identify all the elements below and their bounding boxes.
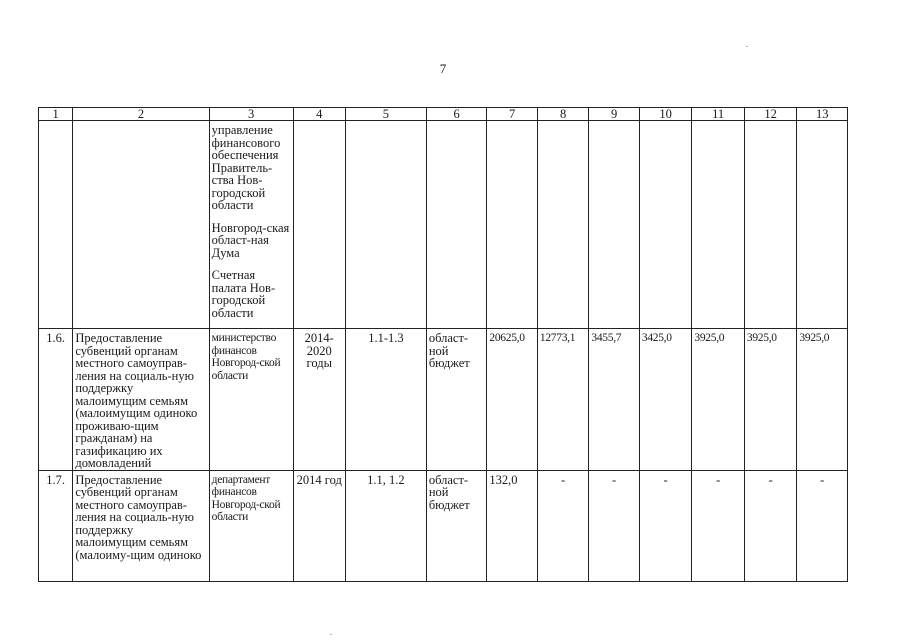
- funding-source-cell: област-ной бюджет: [426, 470, 487, 581]
- amount-cell: 12773,1: [537, 329, 589, 471]
- column-header: 2: [73, 108, 209, 121]
- target-indicator-cell: 1.1, 1.2: [346, 470, 427, 581]
- table-row: [39, 329, 848, 471]
- page-number: 7: [439, 61, 447, 76]
- scan-speck: [746, 46, 748, 47]
- executor-entry: Счетная палата Нов-городской области: [211, 268, 276, 320]
- measure-name-cell: Предоставление субвенций органам местного самоуправ-ления на социаль-ную поддержку малоимущим семьям (малоимущим одиноко проживаю-щим гражданам) на газификацию их домовладений: [73, 329, 209, 471]
- funding-source-cell: [426, 121, 487, 329]
- measure-name-cell: [73, 121, 209, 329]
- target-indicator-cell: 1.1-1.3: [346, 329, 427, 471]
- column-header: 9: [589, 108, 639, 121]
- column-header: 6: [426, 108, 487, 121]
- amount-cell: [797, 121, 848, 329]
- column-header: 12: [744, 108, 797, 121]
- table-row: [39, 470, 848, 581]
- period-cell: 2014-2020 годы: [293, 329, 346, 471]
- amount-cell: 132,0: [487, 470, 537, 581]
- amount-cell: 3455,7: [589, 329, 639, 471]
- amount-cell: [537, 121, 589, 329]
- column-header: 8: [537, 108, 589, 121]
- period-cell: 2014 год: [293, 470, 346, 581]
- amount-cell: [639, 121, 692, 329]
- amount-cell: -: [692, 470, 745, 581]
- column-header: 5: [346, 108, 427, 121]
- amount-cell: 3925,0: [797, 329, 848, 471]
- executor-entry: Новгород-ская област-ная Дума: [211, 220, 290, 260]
- target-indicator-cell: [346, 121, 427, 329]
- period-cell: [293, 121, 346, 329]
- measure-name-cell: Предоставление субвенций органам местного самоуправ-ления на социаль-ную поддержку малоимущим семьям (малоиму-щим одиноко: [73, 470, 209, 581]
- amount-cell: -: [639, 470, 692, 581]
- executor-entry: управление финансового обеспечения Правитель-ства Нов-городской области: [211, 123, 281, 212]
- amount-cell: [589, 121, 639, 329]
- amount-cell: 3925,0: [692, 329, 745, 471]
- item-number-cell: 1.6.: [39, 329, 73, 471]
- column-number-row: [39, 108, 848, 121]
- amount-cell: -: [589, 470, 639, 581]
- amount-cell: 3425,0: [639, 329, 692, 471]
- item-number-cell: 1.7.: [39, 470, 73, 581]
- amount-cell: [692, 121, 745, 329]
- column-header: 10: [639, 108, 692, 121]
- amount-cell: [487, 121, 537, 329]
- program-measures-table: [38, 107, 848, 582]
- scan-speck: [330, 634, 332, 635]
- executor-cell: департамент финансов Новгород-ской области: [209, 470, 293, 581]
- amount-cell: 20625,0: [487, 329, 537, 471]
- executor-cell: [209, 121, 293, 329]
- amount-cell: -: [537, 470, 589, 581]
- column-header: 7: [487, 108, 537, 121]
- funding-source-cell: област-ной бюджет: [426, 329, 487, 471]
- amount-cell: 3925,0: [744, 329, 797, 471]
- column-header: 3: [209, 108, 293, 121]
- executor-cell: министерство финансов Новгород-ской области: [209, 329, 293, 471]
- column-header: 11: [692, 108, 745, 121]
- column-header: 1: [39, 108, 73, 121]
- amount-cell: [744, 121, 797, 329]
- amount-cell: -: [744, 470, 797, 581]
- table-row: [39, 121, 848, 329]
- amount-cell: -: [797, 470, 848, 581]
- item-number-cell: [39, 121, 73, 329]
- column-header: 13: [797, 108, 848, 121]
- column-header: 4: [293, 108, 346, 121]
